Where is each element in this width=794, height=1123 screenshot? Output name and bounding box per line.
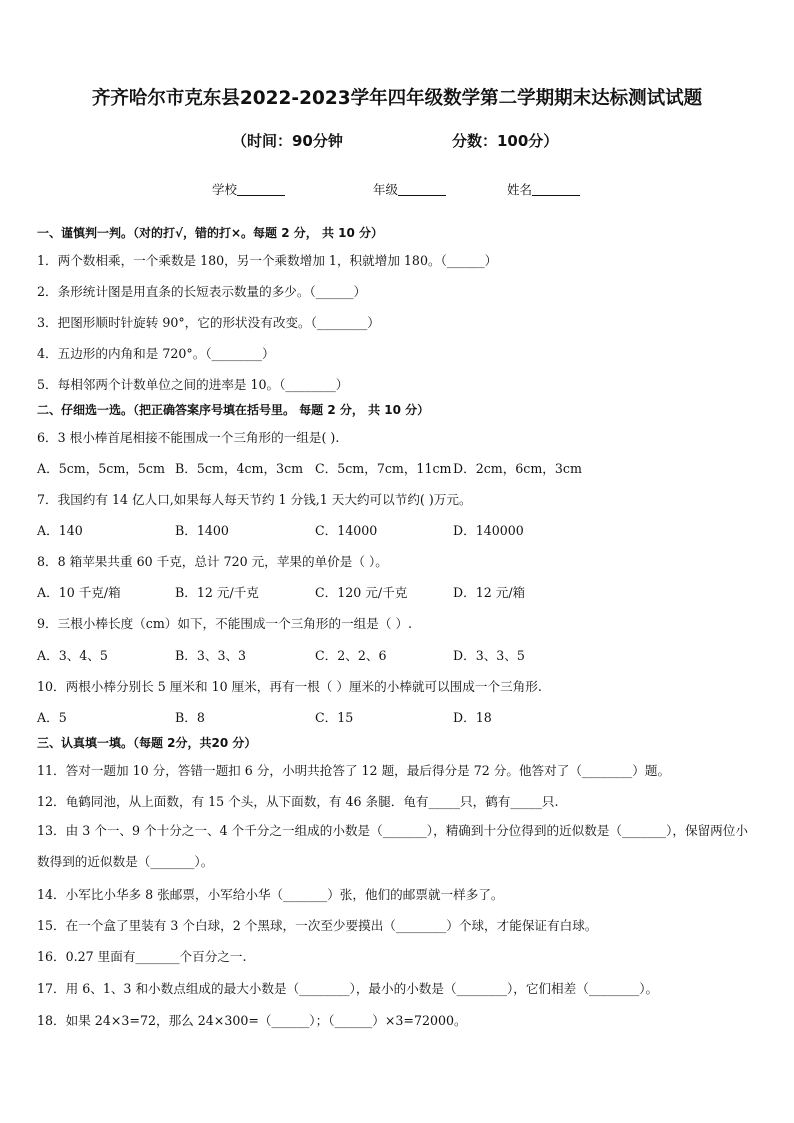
grade-field bbox=[373, 180, 446, 198]
q8-option-d[interactable]: D．12 元/箱 bbox=[453, 585, 526, 600]
school-field bbox=[212, 180, 285, 198]
question-14: 14．小军比小华多 8 张邮票，小军给小华（_______）张，他们的邮票就一样多了。 bbox=[37, 887, 504, 902]
question-10: 10．两根小棒分别长 5 厘米和 10 厘米，再有一根（ ）厘米的小棒就可以围成一个三角形. bbox=[37, 679, 542, 694]
q6-option-a[interactable]: A．5cm，5cm，5cm bbox=[37, 461, 165, 476]
q9-option-b[interactable]: B．3、3、3 bbox=[175, 648, 247, 663]
school-blank[interactable] bbox=[237, 183, 285, 196]
question-2: 2．条形统计图是用直条的长短表示数量的多少。（______） bbox=[37, 284, 367, 299]
section-3-heading: 三、认真填一填。（每题 2分，共20 分） bbox=[37, 736, 257, 750]
name-label: 姓名 bbox=[507, 182, 533, 197]
section-1-heading: 一、谨慎判一判。（对的打√，错的打×。每题 2 分， 共 10 分） bbox=[37, 226, 383, 240]
question-9: 9．三根小棒长度（cm）如下，不能围成一个三角形的一组是（ ）. bbox=[37, 616, 413, 631]
question-12: 12．龟鹤同池，从上面数，有 15 个头，从下面数，有 46 条腿．龟有_____只，鹤有_____只. bbox=[37, 794, 559, 809]
q6-option-b[interactable]: B．5cm，4cm，3cm bbox=[175, 461, 304, 476]
name-blank[interactable] bbox=[532, 183, 580, 196]
question-18: 18．如果 24×3=72，那么 24×300=（______）；（______）×3=72000。 bbox=[37, 1013, 467, 1028]
question-17: 17．用 6、1、3 和小数点组成的最大小数是（________），最小的小数是（________），它们相差（________）。 bbox=[37, 981, 659, 996]
q6-option-d[interactable]: D．2cm，6cm，3cm bbox=[453, 461, 582, 476]
question-11: 11．答对一题加 10 分，答错一题扣 6 分，小明共抢答了 12 题，最后得分是 72 分。他答对了（________）题。 bbox=[37, 763, 671, 778]
section-2-heading: 二、仔细选一选。（把正确答案序号填在括号里。 每题 2 分， 共 10 分） bbox=[37, 403, 430, 417]
question-8: 8．8 箱苹果共重 60 千克，总计 720 元，苹果的单价是（ ）。 bbox=[37, 554, 388, 569]
question-6: 6．3 根小棒首尾相接不能围成一个三角形的一组是( ). bbox=[37, 430, 340, 445]
exam-score: 分数：100分） bbox=[452, 132, 559, 150]
name-field bbox=[507, 180, 580, 198]
q8-option-b[interactable]: B．12 元/千克 bbox=[175, 585, 259, 600]
exam-time: （时间：90分钟 bbox=[232, 132, 343, 150]
question-4: 4．五边形的内角和是 720°。（________） bbox=[37, 346, 275, 361]
question-13: 13．由 3 个一、9 个十分之一、4 个千分之一组成的小数是（_______），精确到十分位得到的近似数是（_______），保留两位小数得到的近似数是（_______）。 bbox=[37, 823, 748, 869]
grade-label: 年级 bbox=[373, 182, 399, 197]
page-title: 齐齐哈尔市克东县2022-2023学年四年级数学第二学期期末达标测试试题 bbox=[91, 88, 703, 109]
q7-option-d[interactable]: D．140000 bbox=[453, 523, 524, 538]
grade-blank[interactable] bbox=[398, 183, 446, 196]
q6-option-c[interactable]: C．5cm，7cm，11cm bbox=[315, 461, 452, 476]
q7-option-a[interactable]: A．140 bbox=[37, 523, 83, 538]
q10-option-b[interactable]: B．8 bbox=[175, 710, 205, 725]
q7-option-c[interactable]: C．14000 bbox=[315, 523, 378, 538]
q9-option-a[interactable]: A．3、4、5 bbox=[37, 648, 108, 663]
question-3: 3．把图形顺时针旋转 90°，它的形状没有改变。（________） bbox=[37, 315, 380, 330]
q8-option-a[interactable]: A．10 千克/箱 bbox=[37, 585, 121, 600]
q9-option-c[interactable]: C．2、2、6 bbox=[315, 648, 387, 663]
question-1: 1．两个数相乘，一个乘数是 180，另一个乘数增加 1，积就增加 180。（______） bbox=[37, 253, 498, 268]
question-15: 15．在一个盒了里装有 3 个白球，2 个黑球，一次至少要摸出（________）个球，才能保证有白球。 bbox=[37, 918, 598, 933]
q7-option-b[interactable]: B．1400 bbox=[175, 523, 229, 538]
question-7: 7．我国约有 14 亿人口,如果每人每天节约 1 分钱,1 天大约可以节约( )万元。 bbox=[37, 492, 472, 507]
question-5: 5．每相邻两个计数单位之间的进率是 10。（________） bbox=[37, 377, 349, 392]
q10-option-c[interactable]: C．15 bbox=[315, 710, 354, 725]
q8-option-c[interactable]: C．120 元/千克 bbox=[315, 585, 408, 600]
school-label: 学校 bbox=[212, 182, 238, 197]
q10-option-d[interactable]: D．18 bbox=[453, 710, 492, 725]
q9-option-d[interactable]: D．3、3、5 bbox=[453, 648, 525, 663]
q10-option-a[interactable]: A．5 bbox=[37, 710, 67, 725]
question-16: 16．0.27 里面有_______个百分之一. bbox=[37, 949, 247, 964]
